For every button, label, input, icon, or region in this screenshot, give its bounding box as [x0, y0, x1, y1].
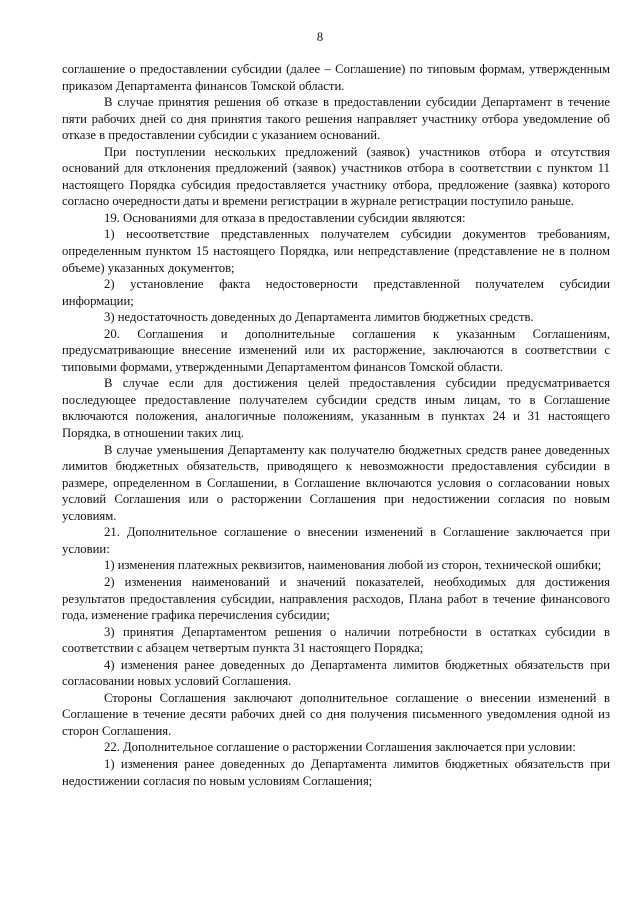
- paragraph: В случае уменьшения Департаменту как получателю бюджетных средств ранее доведенных лимитов бюджетных обязательств, приводящего к невозможности предоставления субсидии в размере, определенном в Соглашении, в Соглашение включаются условия о согласовании новых условий Соглашения или о расторжении Соглашения при недостижении согласия по новым условиям.: [62, 442, 610, 523]
- paragraph: 2) изменения наименований и значений показателей, необходимых для достижения результатов предоставления субсидии, направления расходов, Плана работ в течение финансового года, изменение графика перечисления субсидии;: [62, 574, 610, 623]
- paragraph: соглашение о предоставлении субсидии (далее – Соглашение) по типовым формам, утвержденным приказом Департамента финансов Томской области.: [62, 62, 610, 93]
- paragraph: 1) несоответствие представленных получателем субсидии документов требованиям, определенным пунктом 15 настоящего Порядка, или непредставление (представление не в полном объеме) указанных документов;: [62, 227, 610, 275]
- paragraph: 3) недостаточность доведенных до Департамента лимитов бюджетных средств.: [104, 310, 534, 325]
- paragraph: 22. Дополнительное соглашение о расторжении Соглашения заключается при условии:: [104, 740, 576, 755]
- paragraph: Стороны Соглашения заключают дополнительное соглашение о внесении изменений в Соглашение в течение десяти рабочих дней со дня получения письменного уведомления одной из сторон Соглашения.: [62, 690, 610, 738]
- paragraph: 20. Соглашения и дополнительные соглашения к указанным Соглашениям, предусматривающие внесение изменений или их расторжение, заключаются в соответствии с типовыми формами, утвержденными Департаментом финансов Томской области.: [62, 326, 610, 374]
- paragraph: 21. Дополнительное соглашение о внесении изменений в Соглашение заключается при условии:: [62, 525, 610, 556]
- paragraph: При поступлении нескольких предложений (заявок) участников отбора и отсутствия оснований для отклонения предложений (заявок) участников отбора в соответствии с пунктом 11 настоящего Порядка субсидия предоставляется участнику отбора, предложение (заявка) которого согласно очередности даты и времени регистрации в журнале регистрации поступило раньше.: [62, 144, 610, 209]
- paragraph: 2) установление факта недостоверности представленной получателем субсидии информации;: [62, 277, 610, 308]
- paragraph: 19. Основаниями для отказа в предоставлении субсидии являются:: [104, 210, 466, 225]
- paragraph: 4) изменения ранее доведенных до Департамента лимитов бюджетных обязательств при согласовании новых условий Соглашения.: [62, 657, 610, 689]
- paragraph: 3) принятия Департаментом решения о наличии потребности в остатках субсидии в соответствии с абзацем четвертым пункта 31 настоящего Порядка;: [62, 624, 610, 656]
- paragraph: 1) изменения ранее доведенных до Департамента лимитов бюджетных обязательств при недостижении согласия по новым условиям Соглашения;: [62, 756, 610, 788]
- paragraph: В случае принятия решения об отказе в предоставлении субсидии Департамент в течение пяти рабочих дней со дня принятия такого решения направляет участнику отбора уведомление об отказе в предоставлении субсидии с указанием оснований.: [62, 95, 610, 143]
- document-body: [62, 61, 610, 789]
- paragraph: 1) изменения платежных реквизитов, наименования любой из сторон, технической ошибки;: [104, 558, 602, 573]
- page-number: 8: [316, 30, 324, 44]
- paragraph: В случае если для достижения целей предоставления субсидии предусматривается последующее предоставление получателем субсидии средств иным лицам, то в Соглашение включаются положения, аналогичные положениям, указанным в пунктах 24 и 31 настоящего Порядка, в отношении таких лиц.: [62, 376, 610, 441]
